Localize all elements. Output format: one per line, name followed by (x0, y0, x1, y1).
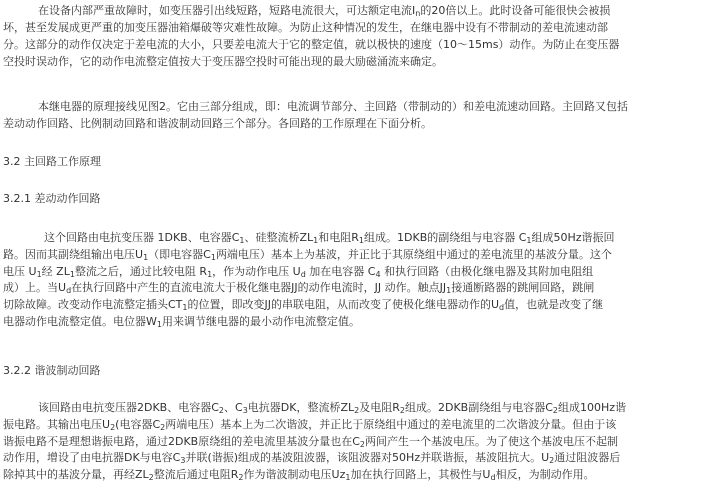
text-line: 在设备内部严重故障时，如变压器引出线短路，短路电流很大，可达额定电流$I_n$的20倍以上。此时设备可能很快会被损 (38, 4, 611, 18)
text-line: 动作用，增设了由电抗器DK与电容$C_3$并联(谐振)组成的基波阻波器，该阻波器对50Hz并联谐振，基波阻抗大。$U_2$通过阻波器后 (3, 451, 621, 466)
section-heading-3-2-2: 3.2.2 谐波制动回路 (3, 364, 101, 377)
text-line: 分。这部分的动作仅决定于差电流的大小，只要差电流大于它的整定值，就以极快的速度（10～15ms）动作。为防止在变压器 (3, 38, 620, 51)
text-line: 成）上。当$U_d$在执行回路中产生的直流电流大于极化继电器JJ的动作电流时，JJ 动作。触点$JJ_1$接通断路器的跳闸回路，跳闸 (3, 281, 595, 296)
text-line: 坏，甚至发展成更严重的加变压器油箱爆破等灾难性故障。为防止这种情况的发生，在继电器中设有不带制动的差电流速动部 (3, 21, 608, 34)
text-line: 本继电器的原理接线见图2。它由三部分组成，即：电流调节部分、主回路（带制动的）和差电流速动回路。主回路又包括 (38, 100, 628, 113)
text-line: 这个回路由电抗变压器 1DKB、电容器$C_1$、硅整流桥$ZL_1$和电阻$R_1$组成。1DKB的副绕组与电容器 $C_1$组成50Hz谐振回 (44, 231, 615, 245)
paragraph-differential-circuit (3, 230, 703, 331)
paragraph-harmonic-braking (3, 400, 703, 484)
text-line: 振电路。其输出电压$U_2$(电容器$C_2$两端电压）基本上为二次谐波，并正比于原绕组中通过的差电流里的二次谐波分量。但由于该 (3, 417, 617, 432)
text-line: 除掉其中的基波分量，再经$ZL_2$整流后通过电阻$R_2$作为谐波制动电压$Uz_1$加在执行回路上，其极性与$U_d$相反，为制动作用。 (3, 468, 595, 483)
paragraph-principle (3, 98, 703, 132)
section-heading-3-2-1: 3.2.1 差动动作回路 (3, 192, 101, 205)
text-line: 差动动作回路、比例制动回路和谐波制动回路三个部分。各回路的工作原理在下面分析。 (3, 117, 432, 130)
section-heading-3-2: 3.2 主回路工作原理 (3, 155, 101, 168)
text-line: 电压 $U_1$经 $ZL_1$整流之后，通过比较电阻 $R_1$，作为动作电压 $U_d$ 加在电容器 $C_4$ 和执行回路（由极化继电器及其附加电阻组 (3, 264, 594, 279)
text-line: 电器动作电流整定值。电位器$W_1$用来调节继电器的最小动作电流整定值。 (3, 314, 360, 329)
text-line: 该回路由电抗变压器2DKB、电容器$C_2$、$C_3$电抗器DK，整流桥$ZL_2$及电阻$R_2$组成。2DKB副绕组与电容器$C_2$组成100Hz谐 (38, 401, 627, 415)
text-line: 路。因而其副绕组输出电压$U_1$（即电容器$C_1$两端电压）基本上为基波，并正比于其原绕组中通过的差电流里的基波分量。这个 (3, 247, 612, 262)
text-line: 切除故障。改变动作电流整定插头$CT_1$的位置，即改变JJ的串联电阻，从而改变了使极化继电器动作的$U_d$值，也就是改变了继 (3, 298, 604, 313)
text-line: 谐振电路不是理想谐振电路，通过2DKB原绕组的差电流里基波分量也在$C_2$两间产生一个基波电压。为了使这个基波电压不起制 (3, 434, 619, 449)
paragraph-fault-intro (3, 2, 703, 70)
text-line: 空投时误动作，它的动作电流整定值按大于变压器空投时可能出现的最大励磁涌流来确定。 (3, 55, 443, 68)
